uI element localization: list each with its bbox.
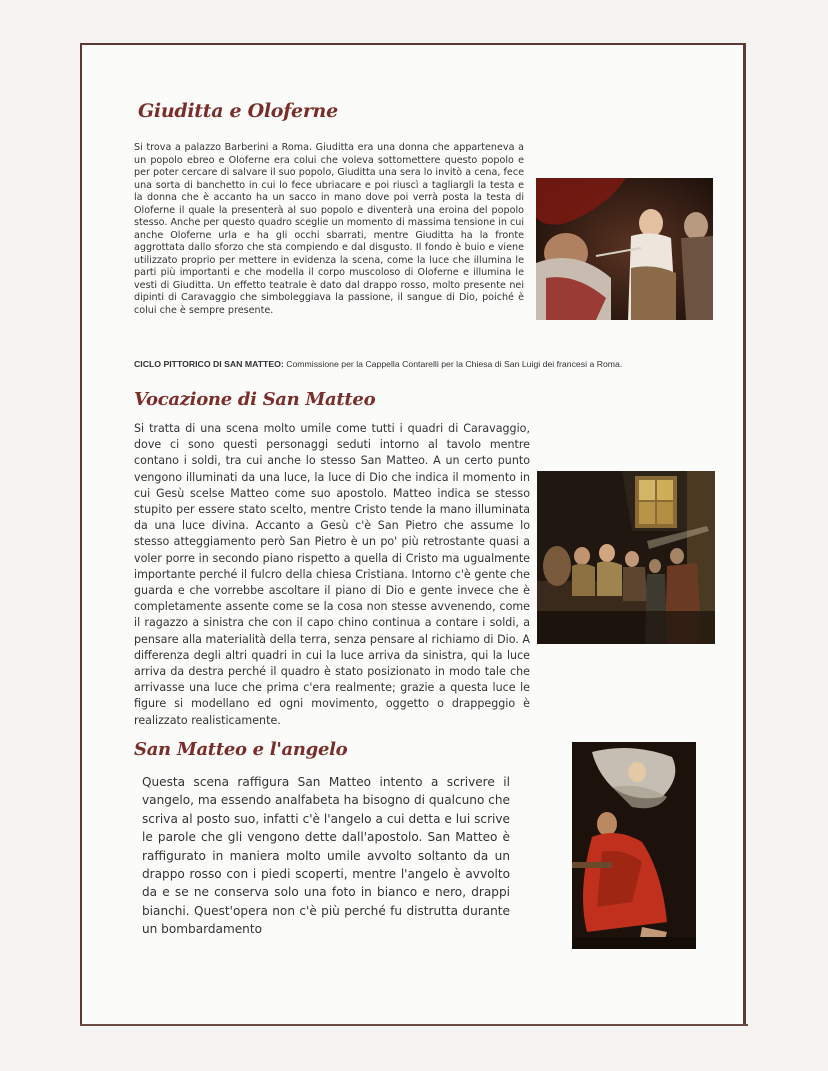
page-bottom-border bbox=[80, 1024, 748, 1026]
section-text-giuditta: Si trova a palazzo Barberini a Roma. Giuditta era una donna che apparteneva a un popolo ebreo e Oloferne era colui che voleva sottomettere questo popolo e per poter cercare di salvare il suo popolo, Giuditta una sera lo invitò a cena, fece una sorta di banchetto in cui lo fece ubriacare e poi riuscì a tagliargli la testa e la donna che è accanto ha un sacco in mano dove poi verrà posta la testa di Oloferne il quale la presenterà al suo popolo e diventerà una eroina del popolo stesso. Anche per questo quadro sceglie un momento di massima tensione in cui anche Oloferne urla e ha gli occhi sbarrati, mentre Giuditta ha la fronte aggrottata dallo sforzo che sta compiendo e dal disgusto. Il fondo è buio e viene utilizzato proprio per mettere in evidenza la scena, come la luce che illumina le parti più importanti e che modella il corpo muscoloso di Oloferne e illumina le vesti di Giuditta. Un effetto teatrale è dato dal drappo rosso, molto presente nei dipinti di Caravaggio che simboleggiava la passione, il sangue di Dio, poiché è colui che è sempre presente. bbox=[134, 142, 525, 316]
section-title-angelo: San Matteo e l'angelo bbox=[134, 739, 348, 760]
section-text-angelo: Questa scena raffigura San Matteo intento a scrivere il vangelo, ma essendo analfabeta ha bisogno di qualcuno che scriva al posto suo, infatti c'è l'angelo a cui detta e lui scrive le parole che gli vengono dette dall'apostolo. San Matteo è raffigurato in maniera molto umile avvolto soltanto da un drappo rosso con i piedi scoperti, mentre l'angelo è avvolto da e se ne conserva solo una foto in bianco e nero, drappi bianchi. Quest'opera non c'è più perché fu distrutta durante un bombardamento bbox=[142, 775, 510, 937]
cycle-label: CICLO PITTORICO DI SAN MATTEO: bbox=[134, 359, 284, 369]
section-title-giuditta: Giuditta e Oloferne bbox=[138, 100, 338, 122]
painting-vocazione-di-san-matteo bbox=[537, 471, 715, 644]
section-title-vocazione: Vocazione di San Matteo bbox=[134, 389, 376, 410]
cycle-note bbox=[134, 359, 734, 369]
painting-san-matteo-e-l-angelo bbox=[572, 742, 696, 949]
painting-giuditta-e-oloferne bbox=[536, 178, 713, 320]
section-text-vocazione: Si tratta di una scena molto umile come tutti i quadri di Caravaggio, dove ci sono questi personaggi seduti intorno al tavolo mentre contano i soldi, tra cui anche lo stesso San Matteo. A un certo punto vengono illuminati da una luce, la luce di Dio che indica il momento in cui Gesù scelse Matteo come suo apostolo. Matteo indica se stesso stupito per essere stato scelto, mentre Cristo tende la mano illuminata da una luce divina. Accanto a Gesù c'è San Pietro che assume lo stesso atteggiamento però San Pietro è un po' più retrostante quasi a voler porre in secondo piano rispetto a quella di Cristo ma ugualmente importante perché il fulcro della chiesa Cristiana. Intorno c'è gente che guarda e che vorrebbe ascoltare il piano di Dio e gente invece che è completamente assente come se la cosa non stesse avvenendo, come il ragazzo a sinistra che con il capo chino continua a contare i soldi, a pensare alla materialità della terra, senza pensare al richiamo di Dio. A differenza degli altri quadri in cui la luce arriva da sinistra, qui la luce arriva da destra perché il quadro è stato posizionato in modo tale che arrivasse una luce che prima c'era realmente; grazie a questa luce le figure si modellano ed ogni movimento, oggetto o drappeggio è realizzato realisticamente. bbox=[134, 422, 530, 727]
cycle-text: Commissione per la Cappella Contarelli per la Chiesa di San Luigi dei francesi a Roma. bbox=[286, 359, 623, 369]
